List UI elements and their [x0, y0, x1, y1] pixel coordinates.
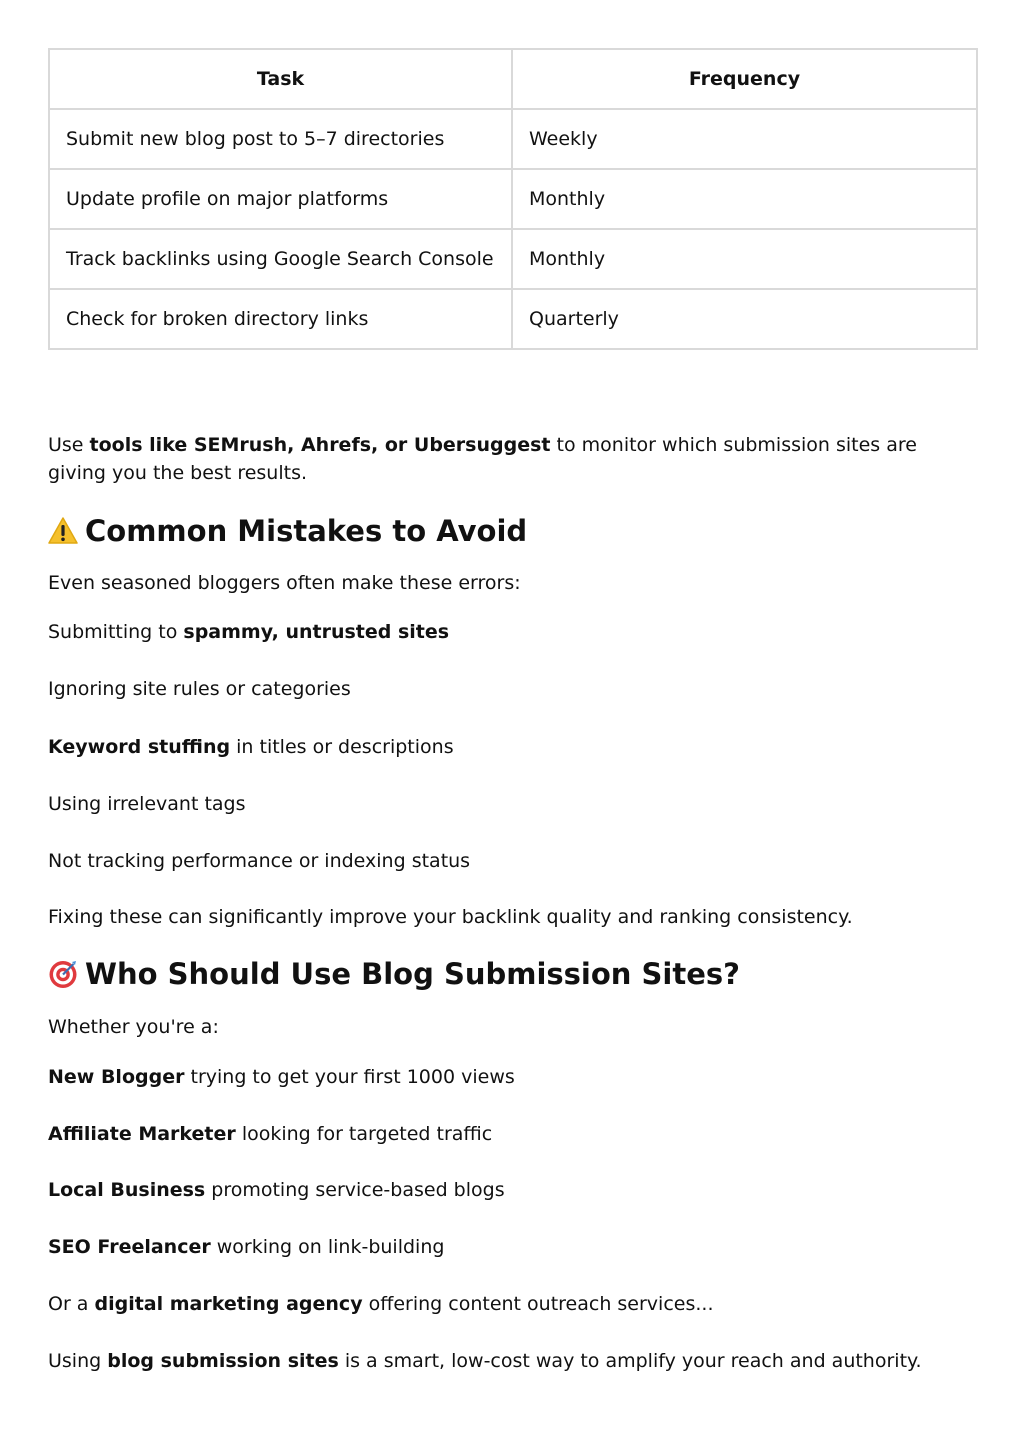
bold-run: SEO Freelancer: [48, 1236, 211, 1258]
tools-paragraph: [48, 431, 976, 487]
table-row: [49, 289, 977, 349]
list-item: [48, 847, 976, 875]
frequency-cell: Weekly: [512, 109, 977, 169]
table-row: [49, 109, 977, 169]
text-run: Use: [48, 434, 90, 456]
list-item: [48, 1176, 976, 1204]
header-task: Task: [49, 49, 512, 109]
audience-heading: [48, 956, 976, 992]
text-run: Using irrelevant tags: [48, 793, 246, 815]
text-run: trying to get your first 1000 views: [184, 1066, 515, 1088]
bold-run: New Blogger: [48, 1066, 185, 1088]
text-run: in titles or descriptions: [230, 736, 454, 758]
list-item: [48, 675, 976, 703]
bold-run: Local Business: [48, 1179, 206, 1201]
text-run: Or a: [48, 1293, 95, 1315]
list-item: [48, 1120, 976, 1148]
list-item: [48, 618, 976, 646]
bold-run: blog submission sites: [107, 1350, 339, 1372]
heading-text: Who Should Use Blog Submission Sites?: [85, 957, 740, 991]
text-run: offering content outreach services...: [362, 1293, 714, 1315]
text-run: is a smart, low-cost way to amplify your reach and authority.: [338, 1350, 922, 1372]
task-cell: Check for broken directory links: [49, 289, 512, 349]
text-run: looking for targeted traffic: [235, 1123, 493, 1145]
list-item: [48, 733, 976, 761]
table-header-row: [49, 49, 977, 109]
warning-icon: [48, 516, 78, 546]
frequency-cell: Quarterly: [512, 289, 977, 349]
mistakes-conclusion: Fixing these can significantly improve your backlink quality and ranking consistency.: [48, 906, 853, 928]
frequency-cell: Monthly: [512, 169, 977, 229]
task-cell: Track backlinks using Google Search Console: [49, 229, 512, 289]
list-item: [48, 790, 976, 818]
text-run: Not tracking performance or indexing status: [48, 850, 471, 872]
text-run: promoting service-based blogs: [205, 1179, 505, 1201]
audience-intro: Whether you're a:: [48, 1016, 219, 1038]
text-run: Ignoring site rules or categories: [48, 678, 351, 700]
bold-run: Affiliate Marketer: [48, 1123, 236, 1145]
closing-paragraph: [48, 1347, 976, 1375]
list-item: [48, 1290, 976, 1318]
task-cell: Update profile on major platforms: [49, 169, 512, 229]
text-run: working on link-building: [210, 1236, 445, 1258]
task-cell: Submit new blog post to 5–7 directories: [49, 109, 512, 169]
header-frequency: Frequency: [512, 49, 977, 109]
frequency-cell: Monthly: [512, 229, 977, 289]
text-run: Submitting to: [48, 621, 184, 643]
mistakes-heading: [48, 513, 976, 549]
table-row: [49, 229, 977, 289]
list-item: [48, 1233, 976, 1261]
heading-text: Common Mistakes to Avoid: [85, 514, 528, 548]
bold-run: Keyword stuffing: [48, 736, 231, 758]
task-frequency-table: [48, 48, 978, 350]
target-icon: [48, 959, 78, 989]
text-run: Using: [48, 1350, 108, 1372]
bold-run: spammy, untrusted sites: [183, 621, 450, 643]
bold-run: tools like SEMrush, Ahrefs, or Ubersuggest: [89, 434, 551, 456]
table-row: [49, 169, 977, 229]
mistakes-intro: Even seasoned bloggers often make these errors:: [48, 572, 521, 594]
document-page: [48, 48, 976, 1372]
text-run: to monitor which submission sites are giving you the best results.: [48, 434, 917, 484]
bold-run: digital marketing agency: [94, 1293, 363, 1315]
list-item: [48, 1063, 976, 1091]
